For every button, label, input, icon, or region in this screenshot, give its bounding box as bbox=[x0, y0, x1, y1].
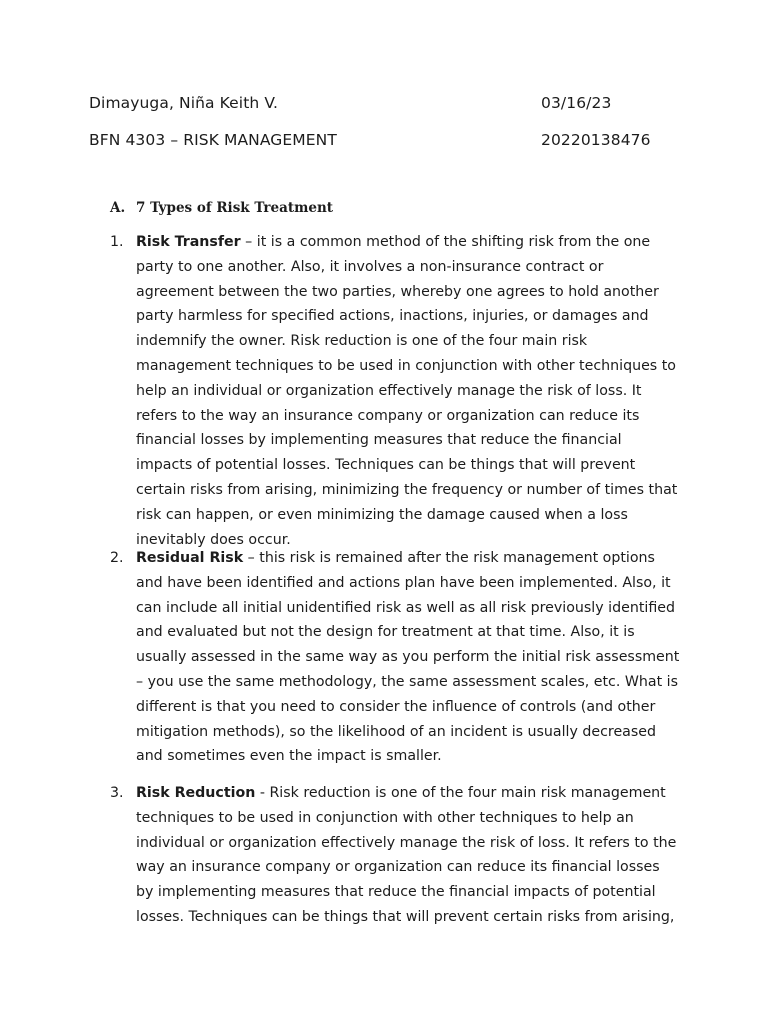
list-item bbox=[110, 781, 680, 930]
list-item-body bbox=[136, 781, 680, 930]
section-letter: A. bbox=[110, 200, 126, 216]
course-title: BFN 4303 – RISK MANAGEMENT bbox=[89, 131, 337, 149]
list-item-text: - Risk reduction is one of the four main risk management techniques to be used in conjunction with other techniques to help an individual or organization effectively manage the risk of loss. It refers to the way an insurance company or organization can reduce its financial losses by implementing measures that reduce the financial impacts of potential losses. Techniques can be things that will prevent certain risks from arising, bbox=[136, 785, 677, 925]
list-item bbox=[110, 230, 680, 552]
list-item-number: 2. bbox=[110, 550, 124, 566]
list-item-number: 1. bbox=[110, 234, 124, 250]
list-item-body bbox=[136, 546, 680, 769]
section-heading bbox=[110, 200, 333, 216]
header-row-course-id bbox=[89, 131, 689, 149]
header-row-name-date bbox=[89, 94, 689, 112]
list-item-body bbox=[136, 230, 680, 552]
list-item bbox=[110, 546, 680, 769]
list-item-term: Risk Transfer bbox=[136, 234, 241, 250]
section-title: 7 Types of Risk Treatment bbox=[136, 200, 334, 216]
list-item-term: Risk Reduction bbox=[136, 785, 256, 801]
list-item-number: 3. bbox=[110, 785, 124, 801]
list-item-text: – it is a common method of the shifting risk from the one party to one another. Also, it involves a non-insurance contract or agreement between the two parties, whereby one agrees to hold another party harmless for specified actions, inactions, injuries, or damages and indemnify the owner. Risk reduction is one of the four main risk management techniques to be used in conjunction with other techniques to help an individual or organization effectively manage the risk of loss. It refers to the way an insurance company or organization can reduce its financial losses by implementing measures that reduce the financial impacts of potential losses. Techniques can be things that will prevent certain risks from arising, minimizing the frequency or number of times that risk can happen, or even minimizing the damage caused when a loss inevitably does occur. bbox=[136, 234, 678, 548]
document-date: 03/16/23 bbox=[541, 94, 612, 112]
list-item-term: Residual Risk bbox=[136, 550, 244, 566]
list-item-text: – this risk is remained after the risk management options and have been identified and actions plan have been implemented. Also, it can include all initial unidentified risk as well as all risk previously identified and evaluated but not the design for treatment at that time. Also, it is usually assessed in the same way as you perform the initial risk assessment – you use the same methodology, the same assessment scales, etc. What is different is that you need to consider the influence of controls (and other mitigation methods), so the likelihood of an incident is usually decreased and sometimes even the impact is smaller. bbox=[136, 550, 680, 765]
student-name: Dimayuga, Niña Keith V. bbox=[89, 94, 279, 112]
student-id: 20220138476 bbox=[541, 131, 651, 149]
